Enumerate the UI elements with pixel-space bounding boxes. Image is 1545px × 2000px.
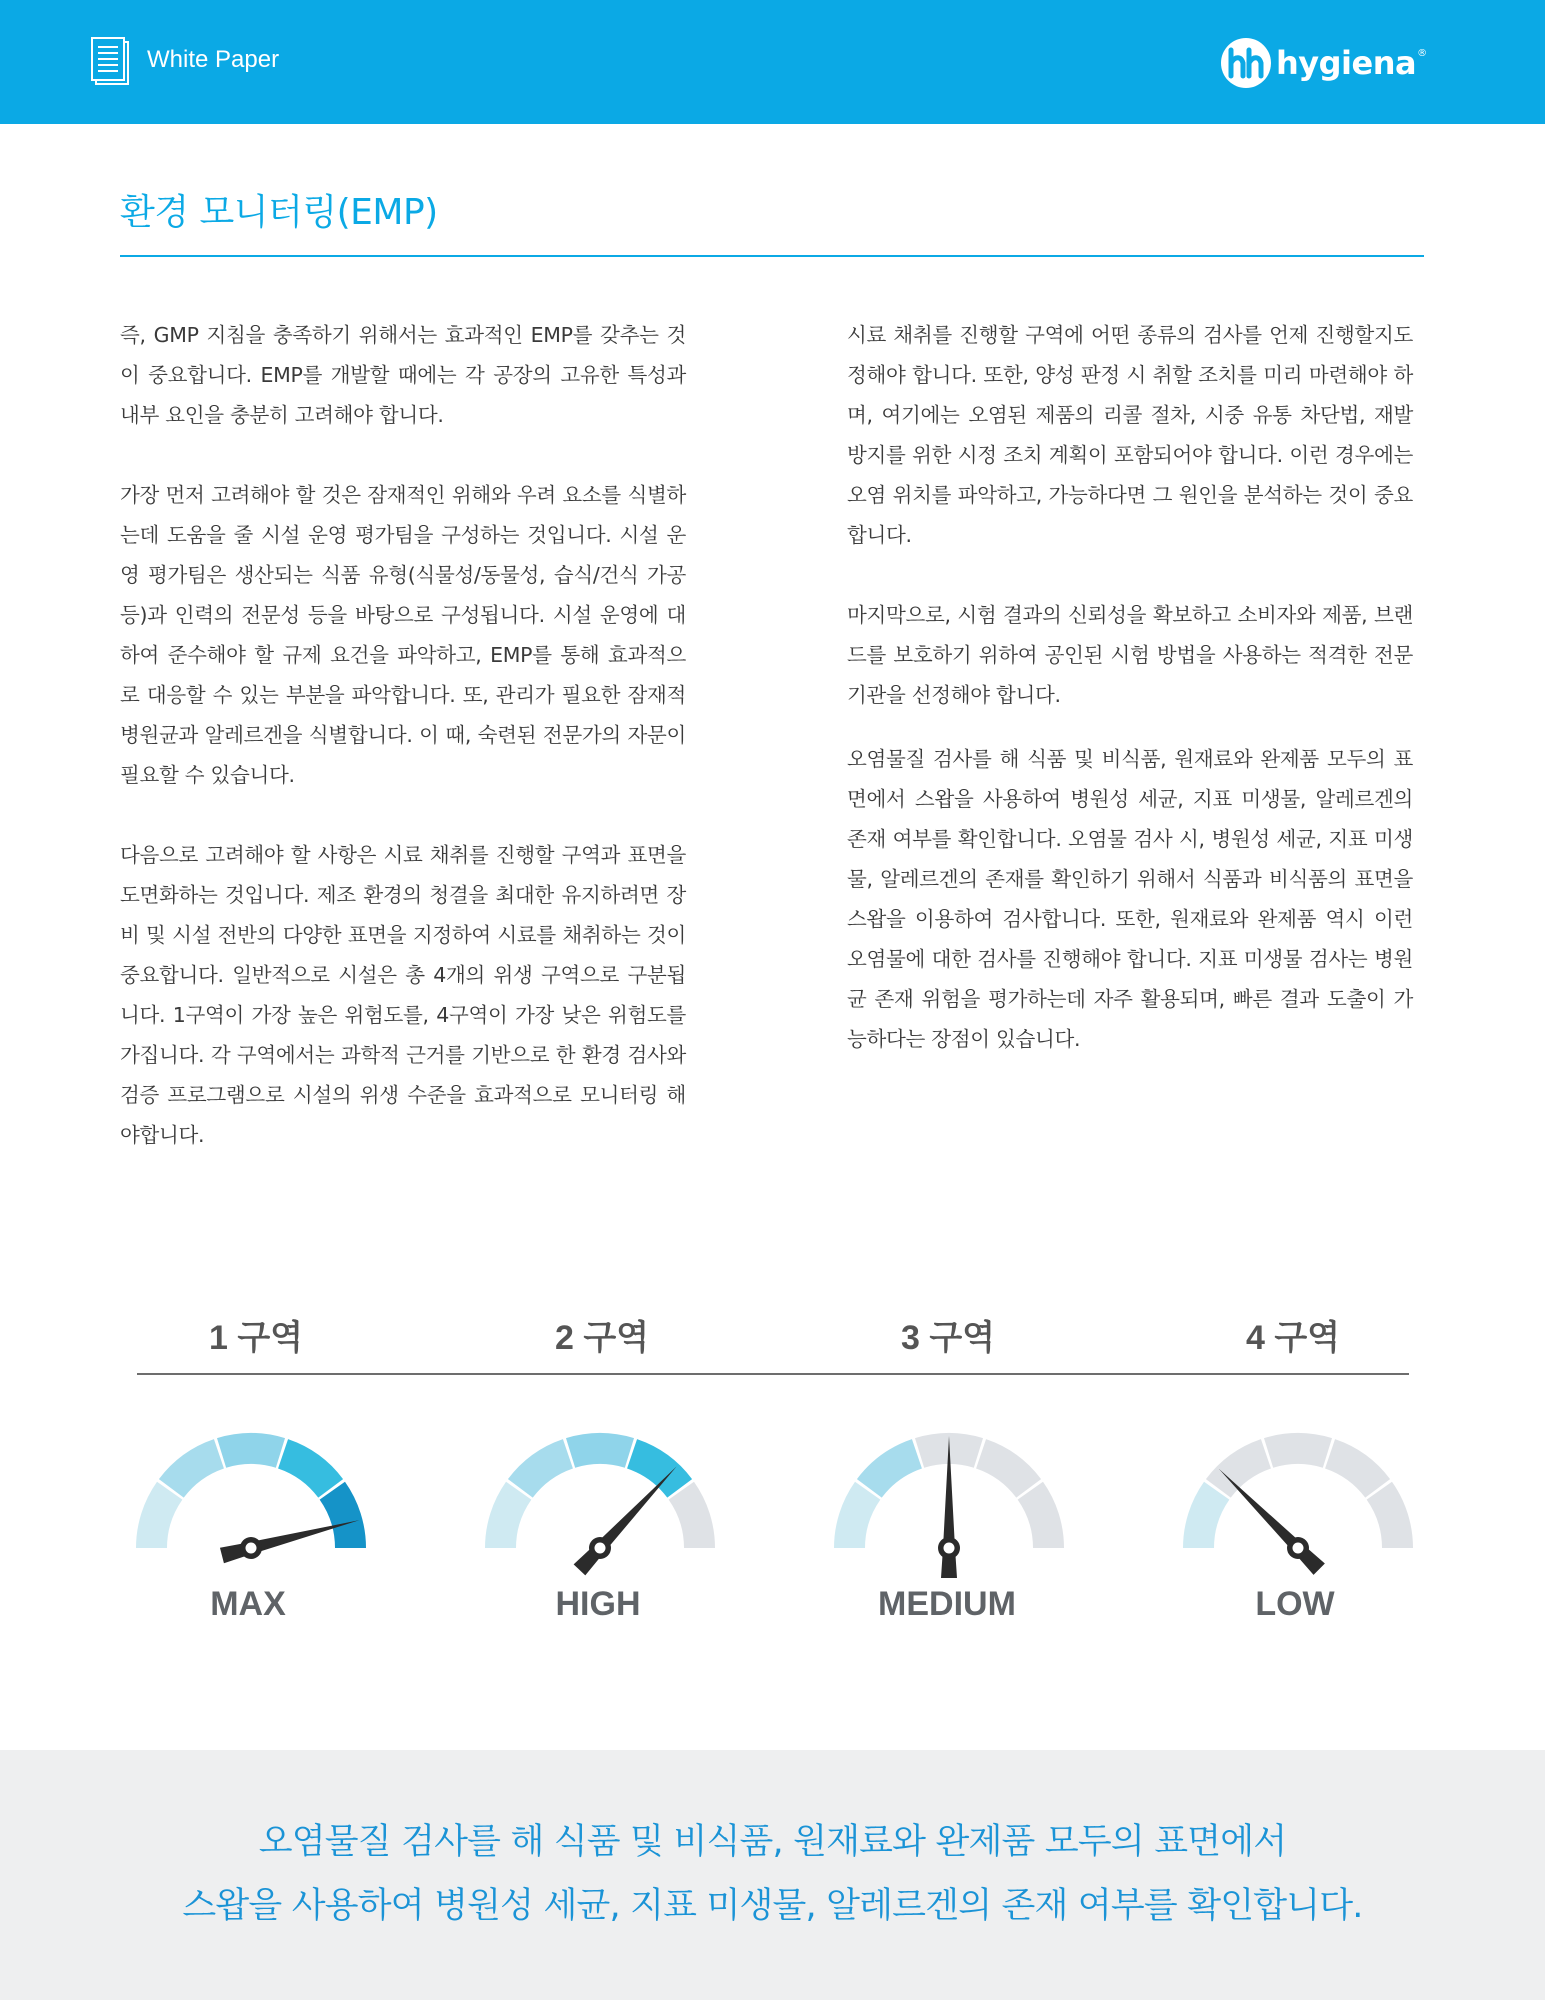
right-paragraph-2: 마지막으로, 시험 결과의 신뢰성을 확보하고 소비자와 제품, 브랜드를 보호하기 위하여 공인된 시험 방법을 사용하는 적격한 전문 기관을 선정해야 합니다. [847, 603, 1413, 707]
zone-divider [137, 1373, 1409, 1375]
gauge-segment [136, 1482, 182, 1548]
registered-mark: ® [1417, 47, 1428, 59]
gauge-zone-1 [131, 1418, 371, 1578]
gauge-segment [1325, 1439, 1390, 1498]
right-paragraph-1: 시료 채취를 진행할 구역에 어떤 종류의 검사를 언제 진행할지도 정해야 합니다. 또한, 양성 판정 시 취할 조치를 미리 마련해야 하며, 여기에는 오염된 제품의 리콜 절차, 시중 유통 차단법, 재발 방지를 위한 시정 조치 계획이 포함되어야 합니다. 이런 경우에는 오염 위치를 파악하고, 가능하다면 그 원인을 분석하는 것이 중요합니다. [847, 323, 1413, 547]
right-paragraph-3: 오염물질 검사를 해 식품 및 비식품, 원재료와 완제품 모두의 표면에서 스왑을 사용하여 병원성 세균, 지표 미생물, 알레르겐의 존재 여부를 확인합니다. 오염물 검사 시, 병원성 세균, 지표 미생물, 알레르겐의 존재를 확인하기 위해서 식품과 비식품의 표면을 스왑을 이용하여 검사합니다. 또한, 원재료와 완제품 역시 이런 오염물에 대한 검사를 진행해야 합니다. 지표 미생물 검사는 병원균 존재 위험을 평가하는데 자주 활용되며, 빠른 결과 도출이 가능하다는 장점이 있습니다. [847, 747, 1413, 1051]
gauge-segment [1367, 1482, 1413, 1548]
gauge-hub-center [595, 1543, 606, 1554]
page-title: 환경 모니터링(EMP) [120, 192, 438, 233]
logo-text: hygiena [1276, 44, 1417, 82]
pull-quote-line-2: 스왑을 사용하여 병원성 세균, 지표 미생물, 알레르겐의 존재 여부를 확인합니다. [182, 1886, 1363, 1926]
gauge-segment [159, 1439, 224, 1498]
header-label: White Paper [147, 46, 280, 73]
gauge-segment [1018, 1482, 1064, 1548]
zone-1-label: 1 구역 [208, 1319, 304, 1357]
document-icon [90, 36, 132, 88]
gauge-hub-center [1293, 1543, 1304, 1554]
gauge-segment [834, 1482, 880, 1548]
pull-quote-line-1: 오염물질 검사를 해 식품 및 비식품, 원재료와 완제품 모두의 표면에서 [258, 1822, 1287, 1862]
zone-2-level: HIGH [555, 1585, 641, 1623]
hygiena-logo [1219, 36, 1427, 90]
gauge-segment [1264, 1433, 1332, 1468]
hygiena-mark-icon [1219, 36, 1273, 90]
gauge-zone-2 [480, 1418, 720, 1578]
zone-4-label: 4 구역 [1245, 1319, 1341, 1357]
gauge-needle [1219, 1469, 1325, 1575]
zone-3-label: 3 구역 [900, 1319, 996, 1357]
gauge-needle [574, 1466, 677, 1575]
pull-quote [0, 1810, 1545, 1938]
gauge-segment [566, 1433, 634, 1468]
gauge-segment [485, 1482, 531, 1548]
header-bar [0, 0, 1545, 124]
gauge-segment [508, 1439, 573, 1498]
left-paragraph-2: 가장 먼저 고려해야 할 것은 잠재적인 위해와 우려 요소를 식별하는데 도움을 줄 시설 운영 평가팀을 구성하는 것입니다. 시설 운영 평가팀은 생산되는 식품 유형(식물성/동물성, 습식/건식 가공 등)과 인력의 전문성 등을 바탕으로 구성됩니다. 시설 운영에 대하여 준수해야 할 규제 요건을 파악하고, EMP를 통해 효과적으로 대응할 수 있는 부분을 파악합니다. 또, 관리가 필요한 잠재적 병원균과 알레르겐을 식별합니다. 이 때, 숙련된 전문가의 자문이 필요할 수 있습니다. [120, 483, 686, 787]
gauge-segment [278, 1439, 343, 1498]
gauge-segment [217, 1433, 285, 1468]
gauge-zone-4 [1178, 1418, 1418, 1578]
left-column [120, 315, 686, 1195]
gauge-segment [320, 1482, 366, 1548]
left-paragraph-1: 즉, GMP 지침을 충족하기 위해서는 효과적인 EMP를 갖추는 것이 중요합니다. EMP를 개발할 때에는 각 공장의 고유한 특성과 내부 요인을 충분히 고려해야 합니다. [120, 323, 686, 427]
gauge-segment [976, 1439, 1041, 1498]
gauge-zone-3 [829, 1418, 1069, 1578]
zone-1-level: MAX [210, 1585, 286, 1623]
zone-2-label: 2 구역 [554, 1319, 650, 1357]
gauge-segment [1183, 1482, 1229, 1548]
gauge-hub-center [944, 1543, 955, 1554]
gauge-hub-center [246, 1543, 257, 1554]
zone-3-level: MEDIUM [878, 1585, 1016, 1623]
zone-4-level: LOW [1255, 1585, 1335, 1623]
title-divider [120, 255, 1424, 257]
gauge-segment [627, 1439, 692, 1498]
gauge-segment [857, 1439, 922, 1498]
left-paragraph-3: 다음으로 고려해야 할 사항은 시료 채취를 진행할 구역과 표면을 도면화하는 것입니다. 제조 환경의 청결을 최대한 유지하려면 장비 및 시설 전반의 다양한 표면을 지정하여 시료를 채취하는 것이 중요합니다. 일반적으로 시설은 총 4개의 위생 구역으로 구분됩니다. 1구역이 가장 높은 위험도를, 4구역이 가장 낮은 위험도를 가집니다. 각 구역에서는 과학적 근거를 기반으로 한 환경 검사와 검증 프로그램으로 시설의 위생 수준을 효과적으로 모니터링 해야합니다. [120, 843, 686, 1147]
gauge-segment [669, 1482, 715, 1548]
right-column [847, 315, 1413, 1099]
